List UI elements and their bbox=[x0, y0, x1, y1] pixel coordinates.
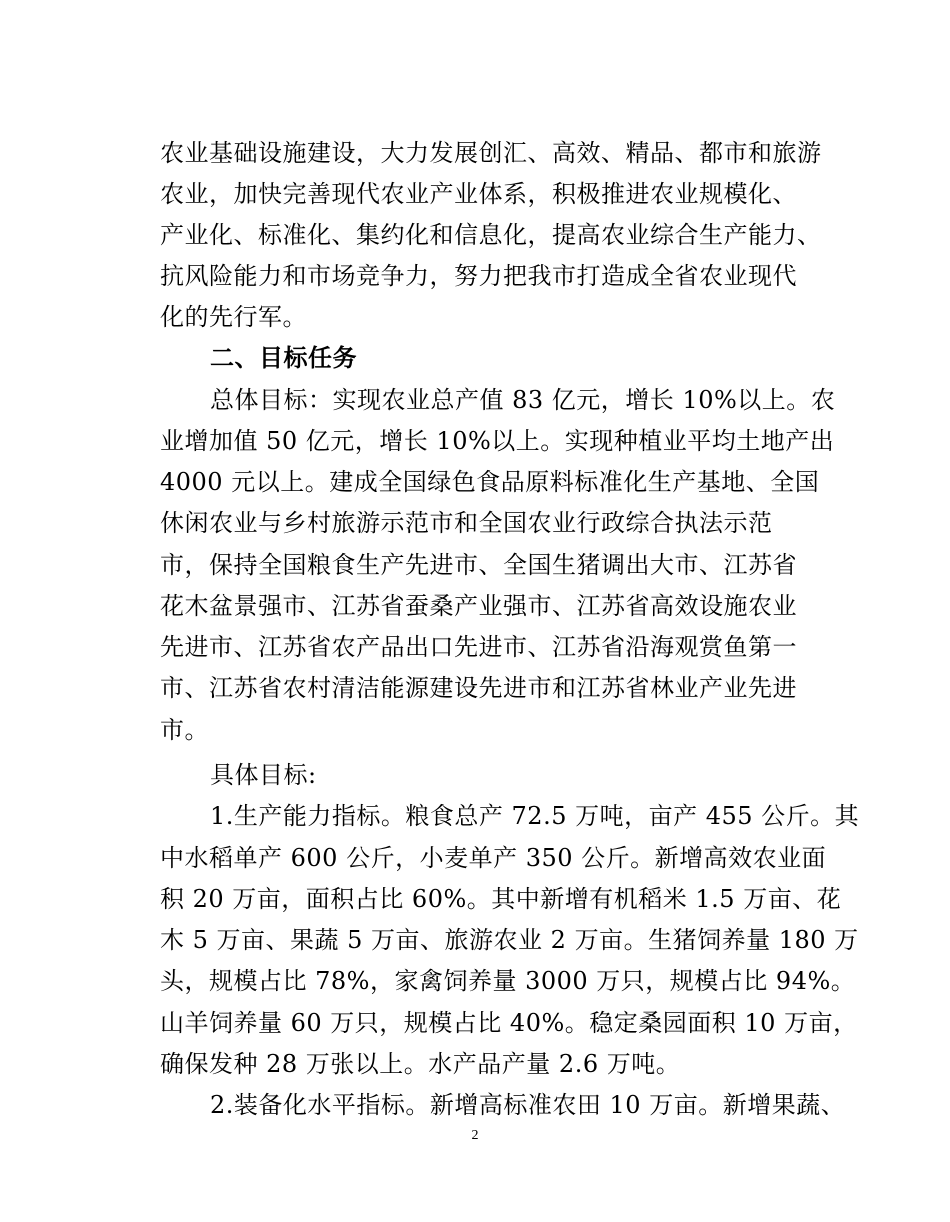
paragraph-line: 4000 元以上。建成全国绿色食品原料标准化生产基地、全国 bbox=[160, 468, 820, 496]
paragraph-line: 山羊饲养量 60 万只，规模占比 40%。稳定桑园面积 10 万亩， bbox=[160, 1009, 858, 1037]
section-heading: 二、目标任务 bbox=[210, 344, 357, 372]
subsection-label: 具体目标: bbox=[210, 761, 317, 789]
paragraph-line: 市。 bbox=[160, 716, 209, 744]
paragraph-line: 头，规模占比 78%，家禽饲养量 3000 万只，规模占比 94%。 bbox=[160, 967, 856, 995]
paragraph-line: 农业基础设施建设，大力发展创汇、高效、精品、都市和旅游 bbox=[160, 139, 822, 167]
paragraph-line: 市，保持全国粮食生产先进市、全国生猪调出大市、江苏省 bbox=[160, 551, 797, 579]
paragraph-line: 花木盆景强市、江苏省蚕桑产业强市、江苏省高效设施农业 bbox=[160, 592, 797, 620]
page-number: 2 bbox=[471, 1128, 479, 1143]
paragraph-line: 先进市、江苏省农产品出口先进市、江苏省沿海观赏鱼第一 bbox=[160, 633, 797, 661]
paragraph-line: 中水稻单产 600 公斤，小麦单产 350 公斤。新增高效农业面 bbox=[160, 844, 827, 872]
paragraph-line: 化的先行军。 bbox=[160, 303, 307, 331]
paragraph-line: 休闲农业与乡村旅游示范市和全国农业行政综合执法示范 bbox=[160, 509, 773, 537]
paragraph-line: 1.生产能力指标。粮食总产 72.5 万吨，亩产 455 公斤。其 bbox=[210, 802, 860, 830]
paragraph-line: 总体目标：实现农业总产值 83 亿元，增长 10%以上。农 bbox=[210, 386, 836, 414]
paragraph-line: 市、江苏省农村清洁能源建设先进市和江苏省林业产业先进 bbox=[160, 674, 797, 702]
paragraph-line: 产业化、标准化、集约化和信息化，提高农业综合生产能力、 bbox=[160, 221, 822, 249]
paragraph-line: 2.装备化水平指标。新增高标准农田 10 万亩。新增果蔬、 bbox=[210, 1091, 846, 1119]
paragraph-line: 确保发种 28 万张以上。水产品产量 2.6 万吨。 bbox=[160, 1050, 681, 1078]
paragraph-line: 抗风险能力和市场竞争力，努力把我市打造成全省农业现代 bbox=[160, 262, 797, 290]
paragraph-line: 木 5 万亩、果蔬 5 万亩、旅游农业 2 万亩。生猪饲养量 180 万 bbox=[160, 926, 859, 954]
paragraph-line: 业增加值 50 亿元，增长 10%以上。实现种植业平均土地产出 bbox=[160, 427, 835, 455]
paragraph-line: 积 20 万亩，面积占比 60%。其中新增有机稻米 1.5 万亩、花 bbox=[160, 885, 842, 913]
paragraph-line: 农业，加快完善现代农业产业体系，积极推进农业规模化、 bbox=[160, 180, 797, 208]
